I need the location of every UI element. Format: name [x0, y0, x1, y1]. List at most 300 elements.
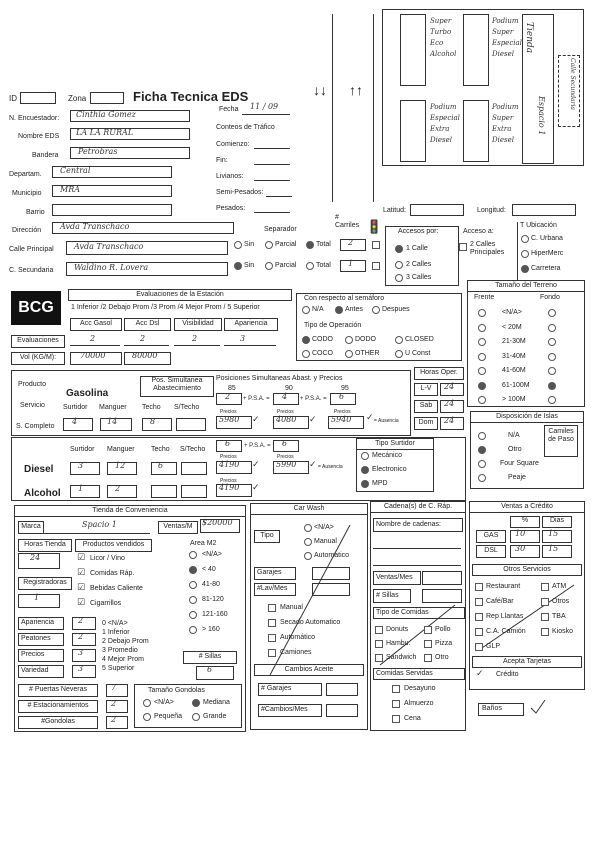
pos-sim-title: Posiciones Simultaneas Abast. y Precios — [216, 375, 343, 382]
nombre-label: Nombre EDS — [18, 133, 60, 140]
encuestador-label: N. Encuestador: — [9, 115, 60, 122]
sep2-sin-radio[interactable] — [234, 262, 242, 270]
apariencia-rating-label: Apariencia — [18, 617, 64, 630]
cambios-garajes-field[interactable] — [326, 683, 358, 696]
secundaria-label: C. Secundaria — [9, 267, 54, 274]
area-radio-0[interactable] — [189, 551, 197, 559]
dias-header: Dias — [542, 516, 572, 528]
eval-acc-gasol[interactable]: 2 — [90, 334, 96, 343]
comida-label-0: Donuts — [386, 626, 409, 633]
dsl-pos1-value: 6 — [225, 439, 231, 448]
fondo-radio-6[interactable] — [548, 396, 556, 404]
sillas-field[interactable] — [196, 666, 234, 680]
gon-mediana-label: Mediana — [203, 699, 230, 706]
scale-item-2: 2 Debajo Prom — [102, 638, 149, 645]
semipesados-label: Semi-Pesados: — [216, 189, 264, 196]
variedad-rating-value: 3 — [78, 664, 84, 673]
cw-tipo-label: Tipo — [254, 530, 280, 543]
cadena-ventas-field[interactable] — [422, 571, 462, 585]
terreno-opt-label-2: 21-30M — [502, 338, 526, 345]
producto-check-icon-1[interactable]: ☑ — [77, 568, 86, 578]
peatones-rating-value: 2 — [78, 632, 84, 641]
ts-mpd-radio[interactable] — [361, 480, 369, 488]
islas-peaje-radio[interactable] — [478, 474, 486, 482]
fondo-radio-1[interactable] — [548, 324, 556, 332]
psa-2: + P.S.A. = — [300, 396, 327, 402]
traffic-light-icon: 🚦 — [366, 219, 383, 234]
producto-check-icon-2[interactable]: ☑ — [77, 583, 86, 593]
acceso-a-check[interactable] — [459, 243, 467, 251]
neveras-field[interactable] — [106, 684, 128, 697]
eval-visibilidad[interactable]: 2 — [192, 334, 198, 343]
banos-label: Baños — [478, 703, 524, 716]
apariencia-rating-value: 2 — [78, 616, 84, 625]
id-label: ID — [9, 94, 17, 103]
cw-opt-label-3: Camiones — [280, 649, 312, 656]
frente-radio-5[interactable] — [478, 382, 486, 390]
ubicacion-2-radio[interactable] — [521, 250, 529, 258]
carriles2-check[interactable] — [372, 262, 380, 270]
desayuno-label: Desayuno — [404, 685, 436, 692]
cw-opt-check-3[interactable] — [268, 649, 276, 657]
gondolas-label: #Gondolas — [18, 716, 98, 729]
accesos-title: Accesos por: — [398, 228, 439, 235]
municipio-value: MRA — [60, 185, 80, 194]
islas-title: Disposición de Islas — [470, 411, 584, 423]
almuerzo-check[interactable] — [392, 700, 400, 708]
comida-label-5: Otro — [435, 654, 449, 661]
gas-label: GAS — [476, 530, 506, 543]
conteos-label: Conteos de Tráfico — [216, 124, 275, 131]
vol-label: Vol (KG/M): — [11, 352, 65, 365]
dsl-techo-value: 6 — [158, 461, 164, 470]
semaforo-antes-label: Antes — [345, 306, 363, 313]
pos-sim-header: Pos. Simultanea Abastecimiento — [140, 376, 214, 397]
otros-check-8[interactable] — [475, 643, 483, 651]
apariencia-header: Apariencia — [224, 318, 278, 331]
acc-gasol-header: Acc Gasol — [70, 318, 122, 331]
precios-label-90: Precios — [277, 409, 294, 415]
estac-field[interactable] — [106, 700, 128, 713]
check-90-icon: ✓ — [309, 415, 317, 425]
almuerzo-label: Almuerzo — [404, 700, 434, 707]
islas-four-radio[interactable] — [478, 460, 486, 468]
semaforo-na-radio[interactable] — [302, 306, 310, 314]
alc-surtidor-field[interactable] — [70, 485, 100, 498]
fondo-radio-2[interactable] — [548, 338, 556, 346]
carwash-title: Car Wash — [250, 503, 368, 515]
producto-label-0: Licor / Vino — [90, 555, 125, 562]
cw-garajes-label: Garajes — [254, 567, 296, 580]
op-closed-label: CLOSED — [405, 336, 434, 343]
alc-manguer-value: 2 — [115, 484, 121, 493]
dsl-precios-label-1: Precios — [220, 454, 237, 460]
frente-radio-4[interactable] — [478, 367, 486, 375]
otros-label-0: Restaurant — [486, 583, 521, 590]
cambios-mes-field[interactable] — [326, 704, 358, 717]
comida-label-1: Pollo — [435, 626, 451, 633]
otros-check-3[interactable] — [541, 598, 549, 606]
otros-label-7: Kiosko — [552, 628, 574, 635]
peatones-rating-field[interactable] — [72, 633, 96, 646]
gas-col-stecho: S/Techo — [174, 404, 200, 411]
acc-dsl-header: Acc Dsl — [124, 318, 171, 331]
dsl-precios-label-2: Precios — [277, 454, 294, 460]
gon-na-label: <N/A> — [154, 699, 174, 706]
cena-check[interactable] — [392, 715, 400, 723]
gas-col-techo: Techo — [142, 404, 161, 411]
op-other-label: OTHER — [355, 350, 380, 357]
scale-item-0: 0 <N/A> — [102, 620, 128, 627]
neveras-label: # Puertas Neveras — [18, 684, 98, 697]
evaluaciones-row-label: Evaluaciones — [11, 335, 65, 348]
producto-label-3: Cigarrillos — [90, 600, 122, 607]
frente-radio-2[interactable] — [478, 338, 486, 346]
sc-techo-field[interactable] — [142, 418, 172, 431]
alc-check-icon: ✓ — [252, 483, 260, 493]
separador-label: Separador — [264, 226, 297, 233]
latitud-label: Latitud: — [383, 207, 406, 214]
gondolas-field[interactable] — [106, 716, 128, 729]
zona-field[interactable] — [90, 92, 124, 104]
comida-check-4[interactable] — [375, 654, 383, 662]
marca-label: Marca — [18, 521, 44, 534]
producto-check-icon-0[interactable]: ☑ — [77, 553, 86, 563]
comida-check-2[interactable] — [375, 640, 383, 648]
horas-lv-value: 24 — [444, 382, 455, 391]
fondo-radio-0[interactable] — [548, 309, 556, 317]
price95-value: 5940 — [331, 415, 352, 424]
terreno-opt-label-3: 31-40M — [502, 352, 526, 360]
otros-check-1[interactable] — [541, 583, 549, 591]
semaforo-despues-radio[interactable] — [372, 306, 380, 314]
islas-na-radio[interactable] — [478, 432, 486, 440]
frente-radio-3[interactable] — [478, 353, 486, 361]
otros-label-6: C.A. Camión — [486, 628, 526, 635]
price90-value: 4080 — [276, 415, 297, 424]
eval-acc-dsl[interactable]: 2 — [140, 334, 146, 343]
registradoras-value: 1 — [34, 593, 40, 602]
comida-label-3: Pizza — [435, 640, 453, 647]
alc-techo-field[interactable] — [151, 485, 177, 498]
otros-check-6[interactable] — [475, 628, 483, 636]
alc-stecho-field[interactable] — [181, 485, 207, 498]
apariencia-rating-field[interactable] — [72, 617, 96, 630]
pump-island-1 — [400, 14, 426, 86]
carriles1-value: 2 — [348, 238, 354, 247]
vol-gasol-value: 70000 — [80, 351, 106, 360]
otros-check-0[interactable] — [475, 583, 483, 591]
area-label-1: < 40 — [202, 566, 216, 573]
sep1-parcial-radio[interactable] — [265, 241, 273, 249]
ts-electronico-radio[interactable] — [361, 466, 369, 474]
semaforo-na-label: N/A — [312, 306, 324, 313]
gon-mediana-radio[interactable] — [192, 699, 200, 707]
dsl-surtidor-field[interactable] — [70, 462, 100, 475]
precios-rating-field[interactable] — [72, 649, 96, 662]
bcg-logo: BCG — [11, 291, 61, 325]
semaforo-antes-radio[interactable] — [335, 306, 343, 314]
dsl-techo-field[interactable] — [151, 462, 177, 475]
barrio-field[interactable] — [52, 204, 172, 216]
check-95-icon: ✓ — [366, 413, 374, 423]
desayuno-check[interactable] — [392, 685, 400, 693]
arrows-down-icon: ↓↓ — [313, 82, 327, 98]
price85-value: 5980 — [219, 415, 240, 424]
tipo-surtidor-title: Tipo Surtidor — [356, 438, 434, 450]
ubicacion-3-radio[interactable] — [521, 265, 529, 273]
otros-check-5[interactable] — [541, 613, 549, 621]
op-dodo-label: DODO — [355, 336, 376, 343]
semaforo-despues-label: Despues — [382, 306, 410, 313]
visibilidad-header: Visibilidad — [174, 318, 222, 331]
producto-label-1: Comidas Ráp. — [90, 570, 135, 577]
cw-opt-label-1: Secado Automatico — [280, 619, 341, 626]
cadena-title: Cadena(s) de C. Ráp. — [370, 501, 466, 513]
sep1-sin-radio[interactable] — [234, 241, 242, 249]
alc-surtidor-value: 1 — [78, 484, 84, 493]
cw-manual-label: Manual — [314, 538, 337, 545]
sc-surtidor-field[interactable] — [63, 418, 93, 431]
gon-na-radio[interactable] — [143, 699, 151, 707]
side-street-label: Calle Secundaria — [569, 58, 576, 110]
longitud-label: Longitud: — [477, 207, 506, 214]
op-codo-radio[interactable] — [302, 336, 310, 344]
islas-peaje-label: Peaje — [508, 474, 526, 481]
alc-manguer-field[interactable] — [107, 485, 137, 498]
producto-label-2: Bebidas Caliente — [90, 585, 143, 592]
gas-pct-value: 10 — [515, 529, 526, 538]
dsl-psa: + P.S.A. = — [244, 443, 271, 449]
op-closed-radio[interactable] — [395, 336, 403, 344]
cw-lav-label: #Lav/Mes — [254, 583, 296, 596]
ausencia-gas: = Ausencia — [374, 418, 399, 424]
area-label: Area M2 — [190, 540, 217, 547]
dsl-label: DSL — [476, 545, 506, 558]
servicio-label: Servicio — [20, 402, 45, 409]
pump3-text: Podium Especial Extra Diesel — [430, 103, 460, 144]
comienzo-label: Comienzo: — [216, 141, 250, 148]
page-title: Ficha Tecnica EDS — [133, 89, 249, 104]
precios-label-95: Precios — [334, 409, 351, 415]
islas-four-label: Four Square — [500, 460, 539, 467]
terreno-opt-label-4: 41-60M — [502, 367, 526, 374]
comida-check-3[interactable] — [424, 640, 432, 648]
gon-grande-radio[interactable] — [192, 713, 200, 721]
fondo-label: Fondo — [540, 294, 560, 301]
sillas-label: # Sillas — [183, 651, 237, 664]
op-codo-label: CODO — [312, 336, 333, 343]
op-uconst-radio[interactable] — [395, 350, 403, 358]
encuestador-value: Cinthia Gomez — [76, 110, 136, 119]
fondo-radio-5[interactable] — [548, 382, 556, 390]
dsl-manguer-value: 12 — [115, 461, 126, 470]
horas-dom-value: 24 — [444, 416, 455, 425]
sep1-total-label: Total — [316, 241, 331, 248]
islas-otro-label: Otro — [508, 446, 522, 453]
servidas-title: Comidas Servidas — [373, 668, 465, 680]
cw-opt-check-1[interactable] — [268, 619, 276, 627]
pump2-text: Podium Super Especial Diesel — [492, 17, 522, 58]
secundaria-value: Waldino R. Lovera — [74, 263, 149, 272]
op-coco-radio[interactable] — [302, 350, 310, 358]
frente-radio-6[interactable] — [478, 396, 486, 404]
tam-gondolas-label: Tamaño Gondolas — [148, 687, 205, 694]
cw-auto-label: Automatico — [314, 552, 350, 559]
calle-label: Calle Principal — [9, 246, 54, 253]
dsl-stecho-field[interactable] — [181, 462, 207, 475]
islas-otro-radio[interactable] — [478, 446, 486, 454]
sep2-parcial-label: Parcial — [275, 262, 297, 269]
vol-dsl-value: 80000 — [132, 351, 158, 360]
area-label-4: 121-160 — [202, 611, 228, 618]
bandera-value: Petrobras — [78, 147, 118, 156]
precios-rating-value: 3 — [78, 648, 84, 657]
diesel-label: Diesel — [24, 464, 54, 475]
accesos-1-radio[interactable] — [395, 245, 403, 253]
otros-check-4[interactable] — [475, 613, 483, 621]
comida-check-0[interactable] — [375, 626, 383, 634]
sep1-total-radio[interactable] — [306, 241, 314, 249]
id-field[interactable] — [20, 92, 56, 104]
cw-opt-check-0[interactable] — [268, 604, 276, 612]
sep1-sin-label: Sin — [244, 241, 255, 248]
ubicacion-1-radio[interactable] — [521, 235, 529, 243]
sep2-sin-label: Sin — [244, 262, 255, 269]
frente-radio-1[interactable] — [478, 324, 486, 332]
ts-electronico-label: Electronico — [372, 466, 407, 473]
ubicacion-2-label: HiperMerc — [531, 250, 564, 257]
longitud-field[interactable] — [512, 204, 576, 216]
scale-item-3: 3 Promedio — [102, 647, 138, 654]
evaluaciones-title: Evaluaciones de la Estación — [68, 289, 292, 301]
pump-island-4 — [463, 100, 489, 162]
alcohol-label: Alcohol — [24, 488, 61, 499]
depto-value: Central — [60, 166, 91, 175]
comida-check-1[interactable] — [424, 626, 432, 634]
horas-sab-value: 24 — [444, 399, 455, 408]
horas-dom-label: Dom — [414, 417, 438, 430]
tienda-title: Tienda de Conveniencia — [14, 505, 246, 517]
gas-col-manguer: Manguer — [99, 404, 127, 411]
fin-label: Fin: — [216, 157, 228, 164]
precios-rating-label: Precios — [18, 649, 64, 662]
horas-tienda-value: 24 — [30, 553, 41, 562]
barrio-label: Barrio — [26, 209, 45, 216]
cena-label: Cena — [404, 715, 421, 722]
ts-mecanico-label: Mecánico — [372, 452, 402, 459]
cw-opt-label-0: Manual — [280, 604, 303, 611]
carriles-label: # Carriles — [335, 214, 360, 229]
area-radio-4[interactable] — [189, 611, 197, 619]
otros-check-7[interactable] — [541, 628, 549, 636]
area-radio-3[interactable] — [189, 596, 197, 604]
frente-radio-0[interactable] — [478, 309, 486, 317]
carriles2-value: 1 — [348, 259, 354, 268]
area-radio-2[interactable] — [189, 581, 197, 589]
fecha-value: 11 / 09 — [250, 102, 279, 111]
ventas-value: $20000 — [202, 518, 233, 527]
scale-item-1: 1 Inferior — [102, 629, 130, 636]
terreno-title: Tamaño del Terreno — [467, 280, 585, 292]
sep2-parcial-radio[interactable] — [265, 262, 273, 270]
pct-header: % — [510, 516, 540, 528]
otros-check-2[interactable] — [475, 598, 483, 606]
otros-label-3: Otros — [552, 598, 570, 605]
scale-item-4: 4 Mejor Prom — [102, 656, 145, 663]
sep2-total-label: Total — [316, 262, 331, 269]
alc-price-value: 4190 — [219, 483, 240, 492]
alc-precios-label: Precios — [220, 478, 237, 484]
sc-manguer-value: 14 — [107, 417, 118, 426]
oct-95: 95 — [341, 385, 349, 392]
dsl-dias-value: 15 — [548, 544, 559, 553]
calle-value: Avda Transchaco — [74, 242, 144, 251]
banos-check-icon[interactable] — [528, 698, 548, 716]
fondo-radio-4[interactable] — [548, 367, 556, 375]
accesos-2-radio[interactable] — [395, 261, 403, 269]
area-radio-1[interactable] — [189, 566, 197, 574]
cw-opt-check-2[interactable] — [268, 634, 276, 642]
zona-label: Zona — [68, 94, 87, 103]
fecha-label: Fecha — [219, 106, 239, 113]
eval-apariencia[interactable]: 3 — [240, 334, 246, 343]
comida-check-5[interactable] — [424, 654, 432, 662]
credito-check-icon[interactable]: ✓ — [476, 669, 484, 679]
area-label-5: > 160 — [202, 626, 220, 633]
credito-label: Crédito — [496, 671, 519, 678]
sillas-value: 6 — [207, 665, 213, 674]
gas-dias-value: 15 — [548, 529, 559, 538]
sc-surtidor-value: 4 — [72, 417, 78, 426]
gon-pequena-radio[interactable] — [143, 713, 151, 721]
direccion-label: Dirección — [12, 227, 42, 234]
cadena-nombre-label: Nombre de cadenas: — [373, 518, 463, 532]
carriles1-check[interactable] — [372, 241, 380, 249]
latitud-field[interactable] — [410, 204, 464, 216]
op-other-radio[interactable] — [345, 350, 353, 358]
registradoras-label: Registradoras — [18, 577, 72, 590]
fondo-radio-3[interactable] — [548, 353, 556, 361]
area-label-2: 41-80 — [202, 581, 220, 588]
area-radio-5[interactable] — [189, 626, 197, 634]
otros-label-8: GLP — [486, 643, 501, 650]
dsl-check-2-icon: ✓ — [309, 460, 317, 470]
op-dodo-radio[interactable] — [345, 336, 353, 344]
sc-stecho-field[interactable] — [176, 418, 206, 431]
dsl-col-manguer: Manguer — [107, 446, 135, 453]
cw-opt-label-2: Automático — [280, 634, 316, 641]
gondolas-value: 2 — [111, 715, 117, 724]
cambios-mes-label: #Cambios/Mes — [258, 704, 322, 717]
arrows-up-icon: ↑↑ — [349, 82, 363, 98]
accesos-3-radio[interactable] — [395, 274, 403, 282]
producto-check-icon-3[interactable]: ☑ — [77, 598, 86, 608]
variedad-rating-field[interactable] — [72, 665, 96, 678]
horas-title: Horas Oper. — [414, 367, 464, 380]
psa-1: + P.S.A. = — [243, 396, 270, 402]
horas-tienda-label: Horas Tienda — [18, 539, 72, 552]
marca-value[interactable]: Spacio 1 — [82, 520, 117, 529]
pump-island-3 — [400, 100, 426, 162]
sep2-total-radio[interactable] — [306, 262, 314, 270]
scale-item-5: 5 Superior — [102, 665, 135, 672]
ts-mecanico-radio[interactable] — [361, 452, 369, 460]
horas-sab-label: Sab — [414, 400, 438, 413]
terreno-opt-label-5: 61-100M — [502, 381, 530, 389]
dsl-check-1-icon: ✓ — [252, 460, 260, 470]
sep1-parcial-label: Parcial — [275, 241, 297, 248]
